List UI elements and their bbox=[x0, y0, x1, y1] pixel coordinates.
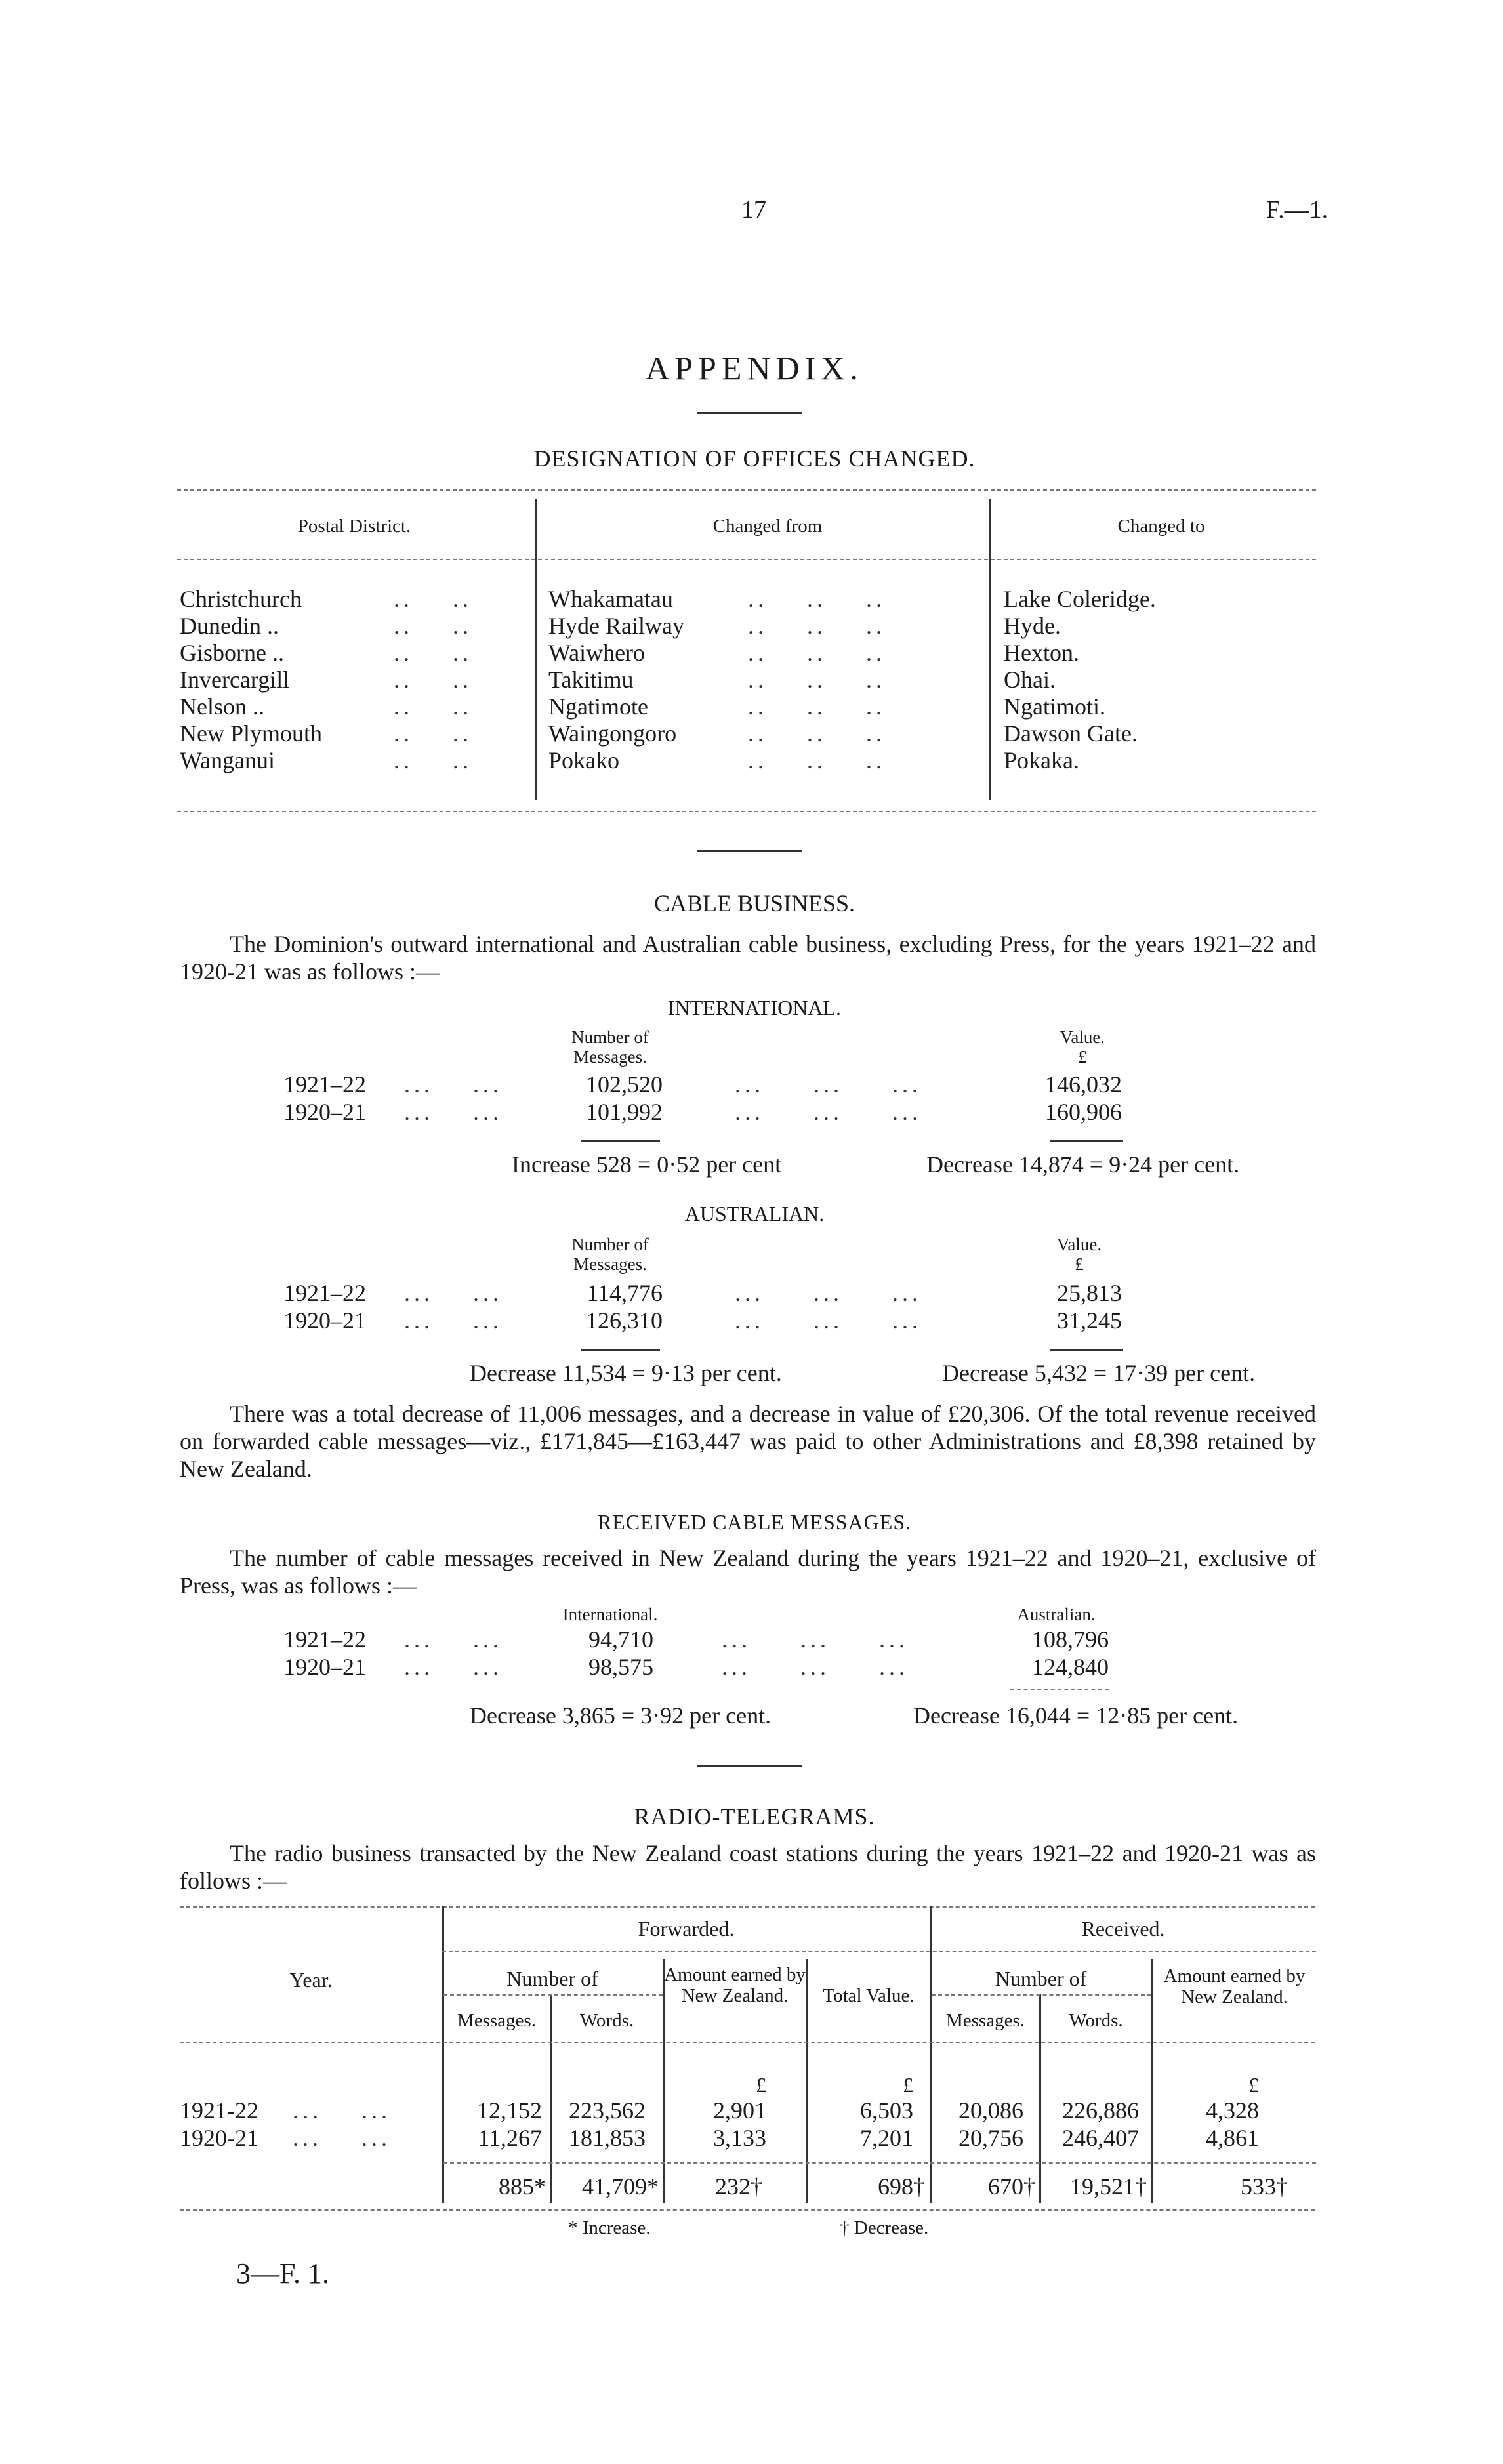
changed-from-cell: Pokako bbox=[548, 747, 619, 773]
radio-year-2: 1920-21 bbox=[180, 2125, 258, 2151]
international-value-1: 146,032 bbox=[1045, 1071, 1122, 1098]
section-rule-1 bbox=[697, 850, 802, 852]
designation-header-to: Changed to bbox=[1117, 516, 1205, 537]
radio-rec-messages-1: 20,086 bbox=[958, 2097, 1023, 2124]
document-reference: F.—1. bbox=[1266, 196, 1328, 224]
australian-year-1: 1921–22 bbox=[283, 1280, 366, 1306]
received-year-1: 1921–22 bbox=[283, 1626, 366, 1653]
radio-rec-amount-2: 4,861 bbox=[1206, 2125, 1259, 2151]
received-australian-1: 108,796 bbox=[1032, 1626, 1109, 1653]
radio-rec-messages-2: 20,756 bbox=[958, 2125, 1023, 2151]
designation-top-rule bbox=[177, 489, 1316, 491]
radio-fwd-amount-2: 3,133 bbox=[713, 2125, 766, 2151]
changed-to-cell: Ngatimoti. bbox=[1004, 693, 1105, 720]
radio-received-header: Received. bbox=[1081, 1917, 1165, 1940]
australian-value-unit: £ bbox=[1075, 1254, 1084, 1274]
district-cell: Gisborne .. bbox=[180, 640, 284, 666]
international-value-2: 160,906 bbox=[1045, 1099, 1122, 1125]
received-intro-paragraph: The number of cable messages received in New Zealand during the years 1921–22 and 1920–21, exclusive of Press, was as follows :— bbox=[180, 1545, 1316, 1599]
changed-from-cell: Takitimu bbox=[548, 667, 634, 693]
changed-from-cell: Hyde Railway bbox=[548, 613, 684, 639]
radio-diff-fwd-words: 41,709* bbox=[582, 2173, 659, 2200]
radio-intro-paragraph: The radio business transacted by the New Zealand coast stations during the years 1921–22 and 1920-21 was as follows :— bbox=[180, 1840, 1316, 1894]
changed-from-cell: Waingongoro bbox=[548, 720, 677, 747]
changed-from-cell: Whakamatau bbox=[548, 586, 673, 612]
australian-messages-1: 114,776 bbox=[587, 1280, 663, 1306]
radio-rec-amount-unit: £ bbox=[1248, 2073, 1259, 2097]
leader-dots: ... ... bbox=[293, 2125, 391, 2151]
radio-rec-amount-1: 4,328 bbox=[1206, 2097, 1259, 2124]
leader-dots: ... ... ... bbox=[722, 1654, 909, 1680]
australian-col-messages: Number of Messages. bbox=[571, 1235, 649, 1274]
australian-sum-rule-1 bbox=[581, 1349, 660, 1351]
radio-fwd-amount-header: Amount earned by New Zealand. bbox=[664, 1964, 806, 2006]
international-heading: INTERNATIONAL. bbox=[668, 996, 841, 1019]
radio-fwd-words-header: Words. bbox=[579, 2010, 634, 2031]
radio-total-value-header: Total Value. bbox=[823, 1985, 915, 2006]
radio-fwd-amount-unit: £ bbox=[756, 2073, 766, 2097]
radio-rec-messages-header: Messages. bbox=[945, 2010, 1025, 2031]
designation-title: DESIGNATION OF OFFICES CHANGED. bbox=[533, 445, 976, 472]
footnote-decrease: † Decrease. bbox=[840, 2217, 929, 2238]
radio-total-value-unit: £ bbox=[903, 2073, 913, 2097]
radio-header-bottom-rule bbox=[180, 2042, 1315, 2043]
international-sum-rule-1 bbox=[581, 1140, 660, 1142]
changed-to-cell: Dawson Gate. bbox=[1004, 720, 1138, 747]
australian-col-value: Value. bbox=[1056, 1235, 1102, 1254]
radio-rec-words-2: 246,407 bbox=[1062, 2125, 1139, 2151]
page-number: 17 bbox=[741, 196, 766, 224]
australian-sum-rule-2 bbox=[1050, 1349, 1123, 1351]
radio-fwd-words-2: 181,853 bbox=[569, 2125, 646, 2151]
international-value-unit: £ bbox=[1078, 1047, 1087, 1067]
received-international-1: 94,710 bbox=[588, 1626, 653, 1653]
radio-fwd-number-of: Number of bbox=[506, 1967, 598, 1990]
radio-diff-fwd-amount: 232† bbox=[715, 2173, 762, 2200]
title-rule bbox=[697, 412, 802, 414]
australian-value-1: 25,813 bbox=[1057, 1280, 1122, 1306]
australian-messages-2: 126,310 bbox=[586, 1307, 663, 1334]
cable-title: CABLE BUSINESS. bbox=[653, 890, 855, 916]
leader-dots: ... ... ... bbox=[735, 1280, 922, 1306]
designation-bottom-rule bbox=[177, 811, 1316, 812]
radio-fwd-messages-2: 11,267 bbox=[478, 2125, 542, 2151]
designation-to-column bbox=[1004, 586, 1156, 774]
australian-year-2: 1920–21 bbox=[283, 1307, 366, 1334]
international-col-value: Value. bbox=[1060, 1027, 1105, 1047]
international-messages-2: 101,992 bbox=[586, 1099, 663, 1125]
radio-bottom-rule bbox=[180, 2209, 1315, 2211]
leader-dots: ... ... ... bbox=[722, 1626, 909, 1653]
designation-header-rule bbox=[177, 559, 1316, 560]
radio-rec-words-1: 226,886 bbox=[1062, 2097, 1139, 2124]
footnote-increase: * Increase. bbox=[568, 2217, 651, 2238]
radio-number-of-rule bbox=[932, 1994, 1151, 1996]
radio-diff-top-rule bbox=[443, 2162, 1316, 2164]
australian-heading: AUSTRALIAN. bbox=[684, 1202, 825, 1225]
cable-total-paragraph: There was a total decrease of 11,006 messages, and a decrease in value of £20,306. Of the total revenue received on forwarded cable messages—viz., £171,845—£163,447 was paid to other Administrations and £8,398 retained by New Zealand. bbox=[180, 1401, 1316, 1482]
radio-total-value-1: 6,503 bbox=[860, 2097, 913, 2124]
section-rule-2 bbox=[697, 1765, 802, 1767]
international-year-1: 1921–22 bbox=[283, 1071, 366, 1098]
designation-col-divider-2 bbox=[989, 499, 991, 800]
radio-year-1: 1921-22 bbox=[180, 2097, 258, 2124]
received-year-2: 1920–21 bbox=[283, 1654, 366, 1680]
leader-dots: ... ... bbox=[404, 1626, 503, 1653]
received-col-international: International. bbox=[562, 1605, 658, 1624]
radio-title: RADIO-TELEGRAMS. bbox=[634, 1803, 875, 1830]
international-col-messages: Number of Messages. bbox=[571, 1027, 649, 1067]
district-cell: Invercargill bbox=[180, 667, 290, 693]
radio-top-rule bbox=[180, 1906, 1315, 1908]
australian-value-2: 31,245 bbox=[1057, 1307, 1122, 1334]
radio-fwd-amount-1: 2,901 bbox=[713, 2097, 766, 2124]
changed-to-cell: Ohai. bbox=[1004, 667, 1056, 693]
leader-dots: ... ... bbox=[404, 1099, 503, 1125]
designation-header-district: Postal District. bbox=[297, 516, 411, 537]
leader-dots: ... ... ... bbox=[735, 1307, 922, 1334]
cable-intro-paragraph: The Dominion's outward international and Australian cable business, excluding Press, for the years 1921–22 and 1920-21 was as follows :— bbox=[180, 931, 1316, 985]
received-international-2: 98,575 bbox=[588, 1654, 653, 1680]
leader-dots: ... ... bbox=[404, 1307, 503, 1334]
leader-dots: ... ... bbox=[404, 1654, 503, 1680]
received-summary-left: Decrease 3,865 = 3·92 per cent. bbox=[470, 1702, 772, 1729]
international-year-2: 1920–21 bbox=[283, 1099, 366, 1125]
designation-district-column bbox=[180, 586, 322, 774]
district-cell: Wanganui bbox=[180, 747, 276, 773]
changed-from-cell: Waiwhero bbox=[548, 640, 646, 666]
radio-diff-rec-messages: 670† bbox=[988, 2173, 1035, 2200]
leader-dots: ... ... bbox=[404, 1071, 503, 1098]
changed-from-cell: Ngatimote bbox=[548, 693, 648, 720]
district-cell: Dunedin .. bbox=[180, 613, 279, 639]
international-messages-1: 102,520 bbox=[586, 1071, 663, 1098]
radio-subheader-rule bbox=[442, 1951, 1316, 1952]
received-title: RECEIVED CABLE MESSAGES. bbox=[597, 1510, 912, 1534]
designation-from-column bbox=[548, 586, 684, 774]
leader-dots: ... ... bbox=[404, 1280, 503, 1306]
district-cell: New Plymouth bbox=[180, 720, 323, 747]
leader-dots: ... ... ... bbox=[735, 1071, 922, 1098]
radio-year-header: Year. bbox=[289, 1968, 333, 1992]
district-cell: Nelson .. bbox=[180, 693, 264, 720]
received-sum-rule bbox=[1010, 1689, 1109, 1690]
changed-to-cell: Lake Coleridge. bbox=[1004, 586, 1156, 612]
designation-leader-dots-2: .. .. .. .. .. .. .. .. .. .. .. .. .. .. .. .. .. .. .. .. .. bbox=[748, 586, 886, 773]
radio-total-value-2: 7,201 bbox=[860, 2125, 913, 2151]
radio-fwd-messages-header: Messages. bbox=[457, 2010, 536, 2031]
designation-leader-dots-1: .. .. .. .. .. .. .. .. .. .. .. .. .. .. bbox=[394, 586, 472, 773]
international-summary-right: Decrease 14,874 = 9·24 per cent. bbox=[926, 1151, 1240, 1178]
appendix-title: APPENDIX. bbox=[646, 350, 863, 386]
leader-dots: ... ... ... bbox=[735, 1099, 922, 1125]
radio-forwarded-header: Forwarded. bbox=[638, 1917, 735, 1940]
radio-rec-amount-header: Amount earned by New Zealand. bbox=[1163, 1965, 1306, 2007]
radio-diff-rec-amount: 533† bbox=[1241, 2173, 1288, 2200]
designation-col-divider-1 bbox=[535, 499, 537, 800]
changed-to-cell: Hyde. bbox=[1004, 613, 1061, 639]
designation-header-from: Changed from bbox=[712, 516, 823, 537]
radio-rec-words-header: Words. bbox=[1069, 2010, 1123, 2031]
changed-to-cell: Hexton. bbox=[1004, 640, 1079, 666]
signature-mark: 3—F. 1. bbox=[236, 2257, 329, 2289]
leader-dots: ... ... bbox=[293, 2097, 391, 2124]
radio-diff-rec-words: 19,521† bbox=[1070, 2173, 1147, 2200]
changed-to-cell: Pokaka. bbox=[1004, 747, 1079, 773]
australian-summary-right: Decrease 5,432 = 17·39 per cent. bbox=[942, 1360, 1256, 1386]
district-cell: Christchurch bbox=[180, 586, 302, 612]
international-summary-left: Increase 528 = 0·52 per cent bbox=[512, 1151, 782, 1178]
radio-diff-total-value: 698† bbox=[878, 2173, 925, 2200]
received-summary-right: Decrease 16,044 = 12·85 per cent. bbox=[913, 1702, 1239, 1729]
radio-diff-fwd-messages: 885* bbox=[499, 2173, 546, 2200]
australian-summary-left: Decrease 11,534 = 9·13 per cent. bbox=[470, 1360, 782, 1386]
international-sum-rule-2 bbox=[1050, 1140, 1123, 1142]
radio-rec-number-of: Number of bbox=[995, 1967, 1087, 1990]
received-australian-2: 124,840 bbox=[1032, 1654, 1109, 1680]
radio-number-of-rule bbox=[443, 1994, 663, 1996]
radio-fwd-words-1: 223,562 bbox=[569, 2097, 646, 2124]
received-col-australian: Australian. bbox=[1017, 1605, 1096, 1624]
radio-fwd-messages-1: 12,152 bbox=[477, 2097, 542, 2124]
